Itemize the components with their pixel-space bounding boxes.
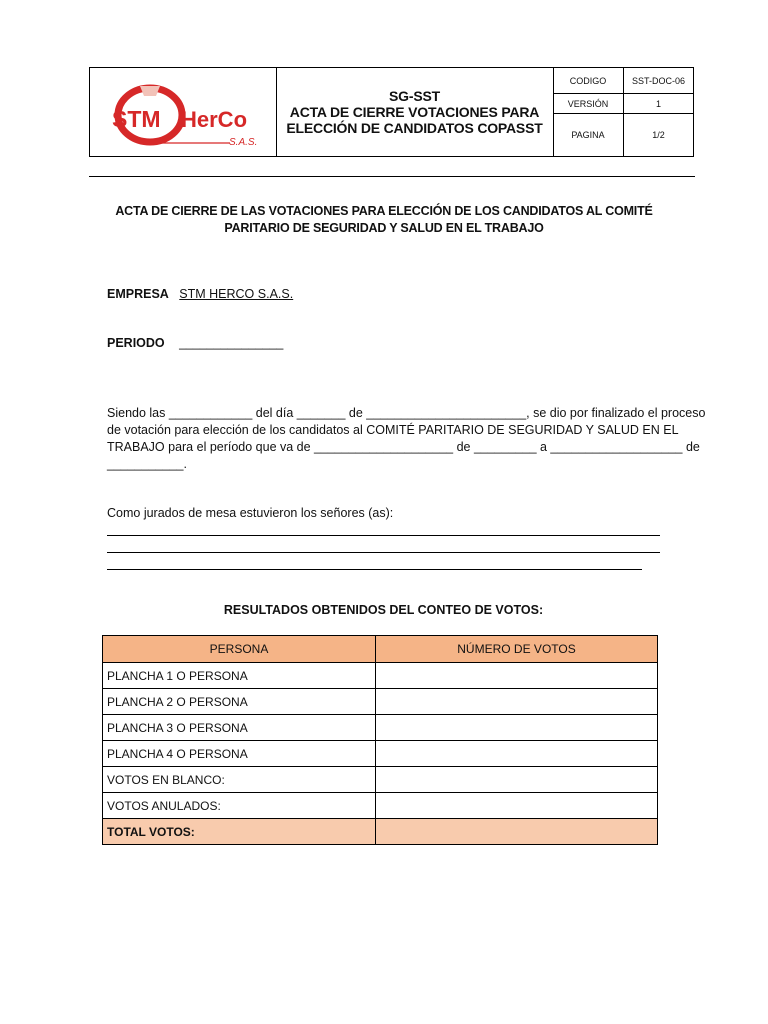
- closing-paragraph: [107, 405, 706, 473]
- header-meta-table: [553, 68, 694, 156]
- meta-row-codigo: [553, 68, 694, 94]
- table-row: [103, 715, 658, 741]
- row-label: PLANCHA 4 O PERSONA: [103, 741, 376, 767]
- results-table: [102, 635, 658, 845]
- periodo-field: [107, 334, 283, 352]
- col-header-persona: PERSONA: [103, 636, 376, 663]
- paragraph-line: TRABAJO para el período que va de ____________________ de _________ a ___________________ de: [107, 440, 700, 454]
- logo-text-left: STM: [112, 106, 161, 132]
- row-label: PLANCHA 2 O PERSONA: [103, 689, 376, 715]
- document-title-line: ACTA DE CIERRE DE LAS VOTACIONES PARA ELECCIÓN DE LOS CANDIDATOS AL COMITÉ: [115, 204, 653, 218]
- votes-cell[interactable]: [376, 715, 658, 741]
- table-row: [103, 793, 658, 819]
- meta-row-version: [553, 94, 694, 114]
- votes-cell[interactable]: [376, 767, 658, 793]
- header-divider: [89, 176, 695, 177]
- jurados-blank-line: [107, 569, 642, 570]
- empresa-label: EMPRESA: [107, 287, 169, 301]
- votes-cell[interactable]: [376, 663, 658, 689]
- meta-key: VERSIÓN: [553, 94, 624, 113]
- document-title: [110, 203, 658, 237]
- logo-cell: [90, 68, 277, 156]
- header-title-line: ACTA DE CIERRE VOTACIONES PARA: [289, 104, 540, 120]
- jurados-label: Como jurados de mesa estuvieron los señores (as):: [107, 506, 394, 520]
- document-title-line: PARITARIO DE SEGURIDAD Y SALUD EN EL TRABAJO: [224, 221, 544, 235]
- table-row: [103, 767, 658, 793]
- header-title: [276, 68, 554, 156]
- row-label: VOTOS ANULADOS:: [103, 793, 376, 819]
- document-header: [89, 67, 694, 157]
- row-label: PLANCHA 3 O PERSONA: [103, 715, 376, 741]
- header-title-line: ELECCIÓN DE CANDIDATOS COPASST: [286, 120, 543, 136]
- logo-suffix: S.A.S.: [229, 137, 258, 148]
- logo-text-right: HerCo: [181, 107, 248, 132]
- col-header-votos: NÚMERO DE VOTOS: [376, 636, 658, 663]
- periodo-label: PERIODO: [107, 336, 165, 350]
- row-label: VOTOS EN BLANCO:: [103, 767, 376, 793]
- jurados-blank-line: [107, 535, 660, 536]
- header-title-line: SG-SST: [389, 88, 440, 104]
- meta-key: PAGINA: [553, 114, 624, 156]
- meta-value: SST-DOC-06: [631, 75, 685, 86]
- row-label: PLANCHA 1 O PERSONA: [103, 663, 376, 689]
- empresa-value: STM HERCO S.A.S.: [179, 287, 294, 301]
- total-label: TOTAL VOTOS:: [103, 819, 376, 845]
- votes-cell[interactable]: [376, 793, 658, 819]
- meta-value: 1: [655, 98, 661, 109]
- paragraph-line: ___________.: [107, 457, 187, 471]
- periodo-blank: _______________: [179, 336, 284, 350]
- table-header-row: [103, 636, 658, 663]
- table-row: [103, 663, 658, 689]
- meta-value: 1/2: [652, 130, 665, 140]
- empresa-field: [107, 285, 293, 303]
- table-row: [103, 741, 658, 767]
- meta-key: CODIGO: [553, 68, 624, 93]
- paragraph-line: de votación para elección de los candidatos al COMITÉ PARITARIO DE SEGURIDAD Y SALUD EN EL: [107, 423, 679, 437]
- results-title: RESULTADOS OBTENIDOS DEL CONTEO DE VOTOS:: [223, 603, 544, 617]
- paragraph-line: Siendo las ____________ del día _______ de _______________________, se dio por finalizado el proceso: [107, 406, 706, 420]
- company-logo: [90, 68, 276, 156]
- votes-cell[interactable]: [376, 741, 658, 767]
- jurados-blank-line: [107, 552, 660, 553]
- votes-cell[interactable]: [376, 689, 658, 715]
- meta-row-pagina: [553, 114, 694, 156]
- table-total-row: [103, 819, 658, 845]
- total-votes-cell[interactable]: [376, 819, 658, 845]
- table-row: [103, 689, 658, 715]
